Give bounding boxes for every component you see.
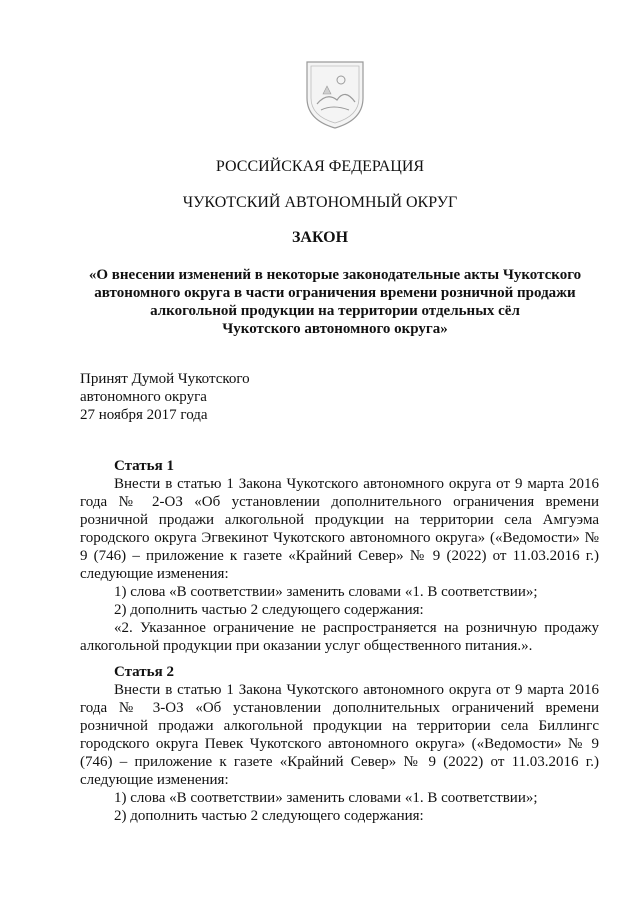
article-2 xyxy=(80,663,599,825)
article-item: 1) слова «В соответствии» заменить словами «1. В соответствии»; xyxy=(114,790,538,806)
article-1 xyxy=(80,457,599,655)
law-title-line: Чукотского автономного округа» xyxy=(222,321,448,337)
country-heading: РОССИЙСКАЯ ФЕДЕРАЦИЯ xyxy=(215,158,425,175)
adoption-line: автономного округа xyxy=(80,389,207,405)
article-item: 2) дополнить частью 2 следующего содержания: xyxy=(114,602,424,618)
article-heading: Статья 2 xyxy=(114,664,174,680)
article-quote: «2. Указанное ограничение не распространяется на розничную продажу алкогольной продукции при оказании услуг общественного питания.». xyxy=(80,620,599,654)
law-title-line: «О внесении изменений в некоторые законодательные акты Чукотского xyxy=(88,267,582,283)
adoption-note xyxy=(80,370,250,424)
article-heading: Статья 1 xyxy=(114,458,174,474)
law-title xyxy=(80,266,590,338)
article-body: Внести в статью 1 Закона Чукотского автономного округа от 9 марта 2016 года № 2-ОЗ «Об установлении дополнительного ограничения времени розничной продажи алкогольной продукции на территории села Амгуэма городского округа Эгвекинот Чукотского автономного округа» («Ведомости» № 9 (746) – приложение к газете «Крайний Север» № 9 (2022) от 11.03.2016 г.) следующие изменения: xyxy=(80,476,599,582)
adoption-line: Принят Думой Чукотского xyxy=(80,371,250,387)
article-item: 1) слова «В соответствии» заменить словами «1. В соответствии»; xyxy=(114,584,538,600)
adoption-date: 27 ноября 2017 года xyxy=(80,407,208,423)
law-title-line: автономного округа в части ограничения времени розничной продажи xyxy=(94,285,576,301)
article-body: Внести в статью 1 Закона Чукотского автономного округа от 9 марта 2016 года № 3-ОЗ «Об установлении дополнительных ограничений времени розничной продажи алкогольной продукции на территории села Биллингс городского округа Певек Чукотского автономного округа» («Ведомости» № 9 (746) – приложение к газете «Крайний Север» № 9 (2022) от 11.03.2016 г.) следующие изменения: xyxy=(80,682,599,788)
region-heading: ЧУКОТСКИЙ АВТОНОМНЫЙ ОКРУГ xyxy=(182,194,458,211)
coat-of-arms-emblem xyxy=(303,58,367,130)
law-title-line: алкогольной продукции на территории отдельных сёл xyxy=(150,303,520,319)
article-item: 2) дополнить частью 2 следующего содержания: xyxy=(114,808,424,824)
document-type-heading: ЗАКОН xyxy=(291,229,349,246)
